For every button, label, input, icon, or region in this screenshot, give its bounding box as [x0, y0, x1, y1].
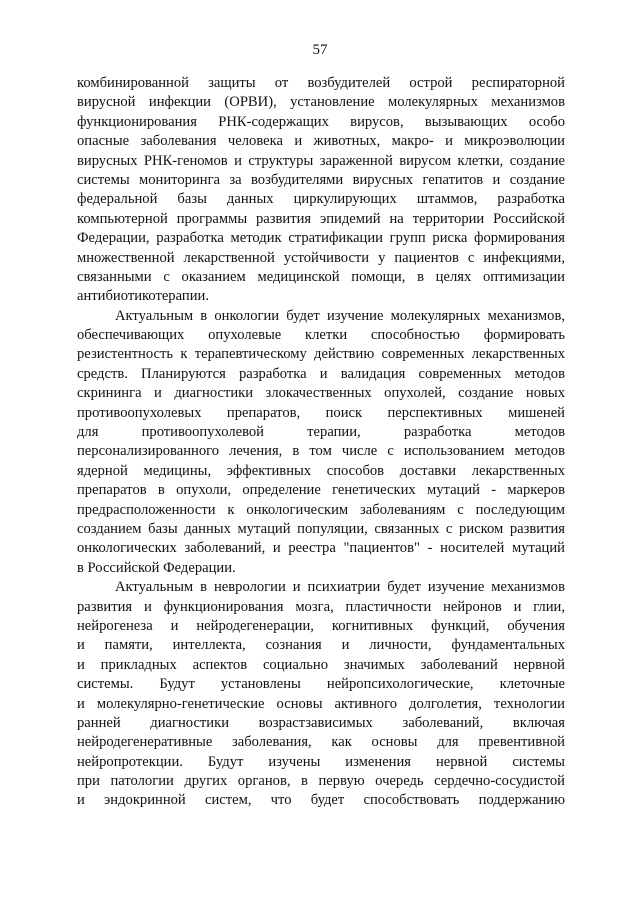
text-line: в Российской Федерации. — [77, 559, 236, 576]
text-line: Актуальным в неврологии и психиатрии будет изучение механизмов — [115, 579, 565, 596]
page-number: 57 — [312, 42, 328, 58]
text-line: предрасположенности к онкологическим заболеваниям с последующим — [77, 501, 565, 518]
text-line: системы. Будут установлены нейропсихологические, клеточные — [77, 676, 565, 693]
paragraph — [77, 307, 565, 578]
text-line: онкологических заболеваний, и реестра "пациентов" - носителей мутаций — [77, 540, 565, 557]
text-line: развития и функционирования мозга, пластичности нейронов и глии, — [77, 598, 565, 615]
text-line: связанными с оказанием медицинской помощи, в целях оптимизации — [77, 268, 565, 285]
text-body — [77, 74, 565, 811]
text-line: нейродегенеративные заболевания, как основы для превентивной — [77, 734, 565, 751]
text-line: и молекулярно-генетические основы активного долголетия, технологии — [77, 695, 565, 712]
text-line: функционирования РНК-содержащих вирусов, вызывающих особо — [77, 113, 565, 130]
text-line: комбинированной защиты от возбудителей острой респираторной — [77, 75, 565, 91]
text-line: и эндокринной систем, что будет способствовать поддержанию — [77, 792, 565, 809]
text-line: скрининга и диагностики злокачественных опухолей, создание новых — [77, 385, 565, 402]
text-line: обеспечивающих опухолевые клетки способностью формировать — [77, 327, 565, 344]
text-line: федеральной базы данных циркулирующих штаммов, разработка — [77, 191, 565, 208]
text-line: резистентность к терапевтическому действию современных лекарственных — [77, 346, 565, 363]
text-line: вирусных РНК-геномов и структуры зараженной вирусом клетки, создание — [77, 152, 565, 169]
paragraph — [77, 578, 565, 811]
text-line: Федерации, разработка методик стратификации групп риска формирования — [77, 230, 565, 247]
text-line: множественной лекарственной устойчивости у пациентов с инфекциями, — [77, 249, 565, 266]
text-line: противоопухолевых препаратов, поиск перспективных мишеней — [77, 404, 565, 421]
text-line: для противоопухолевой терапии, разработка методов — [77, 424, 565, 441]
text-line: препаратов в опухоли, определение генетических мутаций - маркеров — [77, 482, 565, 499]
text-line: ранней диагностики возрастзависимых заболеваний, включая — [77, 714, 565, 731]
text-line: ядерной медицины, эффективных способов доставки лекарственных — [77, 462, 565, 479]
text-line: компьютерной программы развития эпидемий на территории Российской — [77, 210, 565, 227]
text-line: и памяти, интеллекта, сознания и личности, фундаментальных — [77, 637, 565, 654]
text-line: опасные заболевания человека и животных, макро- и микроэволюции — [77, 133, 565, 150]
text-line: созданием базы данных мутаций популяции, связанных с риском развития — [77, 520, 565, 537]
text-line: системы мониторинга за возбудителями вирусных гепатитов и создание — [77, 171, 565, 188]
text-line: и прикладных аспектов социально значимых заболеваний нервной — [77, 656, 565, 673]
text-line: персонализированного лечения, в том числе с использованием методов — [77, 443, 565, 460]
text-line: средств. Планируются разработка и валидация современных методов — [77, 365, 565, 382]
text-line: вирусной инфекции (ОРВИ), установление молекулярных механизмов — [77, 94, 565, 111]
text-line: при патологии других органов, в первую очередь сердечно-сосудистой — [77, 773, 565, 790]
text-line: нейропротекции. Будут изучены изменения нервной системы — [77, 753, 565, 770]
paragraph — [77, 74, 565, 307]
text-line: Актуальным в онкологии будет изучение молекулярных механизмов, — [115, 307, 565, 324]
text-line: нейрогенеза и нейродегенерации, когнитивных функций, обучения — [77, 617, 565, 634]
text-line: антибиотикотерапии. — [77, 288, 209, 305]
